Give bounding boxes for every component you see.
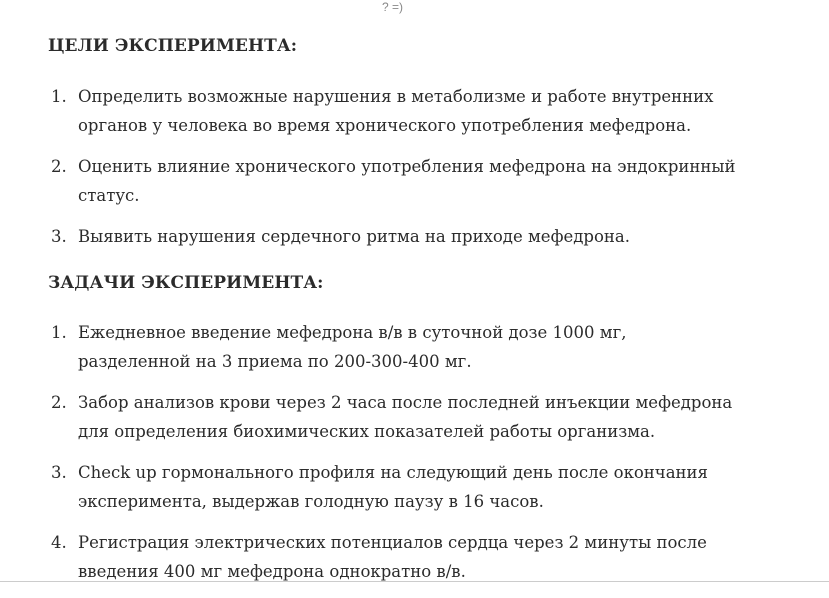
list-item: [0, 152, 738, 210]
list-item: [0, 388, 738, 446]
list-item-number: 2.: [51, 393, 67, 412]
list-item-text: Check up гормонального профиля на следующий день после окончания эксперимента, выдержав голодную паузу в 16 часов.: [78, 463, 708, 511]
list-item: [0, 458, 738, 516]
tasks-list: [0, 318, 829, 598]
list-item-text: Регистрация электрических потенциалов сердца через 2 минуты после введения 400 мг мефедрона однократно в/в.: [78, 533, 707, 581]
list-item-text: Забор анализов крови через 2 часа после последней инъекции мефедрона для определения биохимических показателей работы организма.: [78, 393, 733, 441]
list-item: [0, 318, 738, 376]
list-item-number: 3.: [51, 463, 67, 482]
list-item-number: 4.: [51, 533, 67, 552]
bottom-divider: [0, 581, 829, 582]
list-item-text: Ежедневное введение мефедрона в/в в суточной дозе 1000 мг, разделенной на 3 приема по 200-300-400 мг.: [78, 323, 627, 371]
list-item-number: 1.: [51, 87, 67, 106]
list-item: [0, 222, 738, 251]
tasks-heading: ЗАДАЧИ ЭКСПЕРИМЕНТА:: [48, 273, 324, 293]
list-item: [0, 82, 738, 140]
list-item-number: 2.: [51, 157, 67, 176]
goals-heading: ЦЕЛИ ЭКСПЕРИМЕНТА:: [48, 36, 298, 56]
previous-text-fragment: ? =): [382, 0, 404, 14]
list-item-text: Определить возможные нарушения в метаболизме и работе внутренних органов у человека во время хронического употребления мефедрона.: [78, 87, 714, 135]
list-item-number: 1.: [51, 323, 67, 342]
list-item-number: 3.: [51, 227, 67, 246]
list-item: [0, 528, 738, 586]
goals-list: [0, 82, 829, 263]
list-item-text: Оценить влияние хронического употребления мефедрона на эндокринный статус.: [78, 157, 736, 205]
list-item-text: Выявить нарушения сердечного ритма на приходе мефедрона.: [78, 227, 630, 246]
